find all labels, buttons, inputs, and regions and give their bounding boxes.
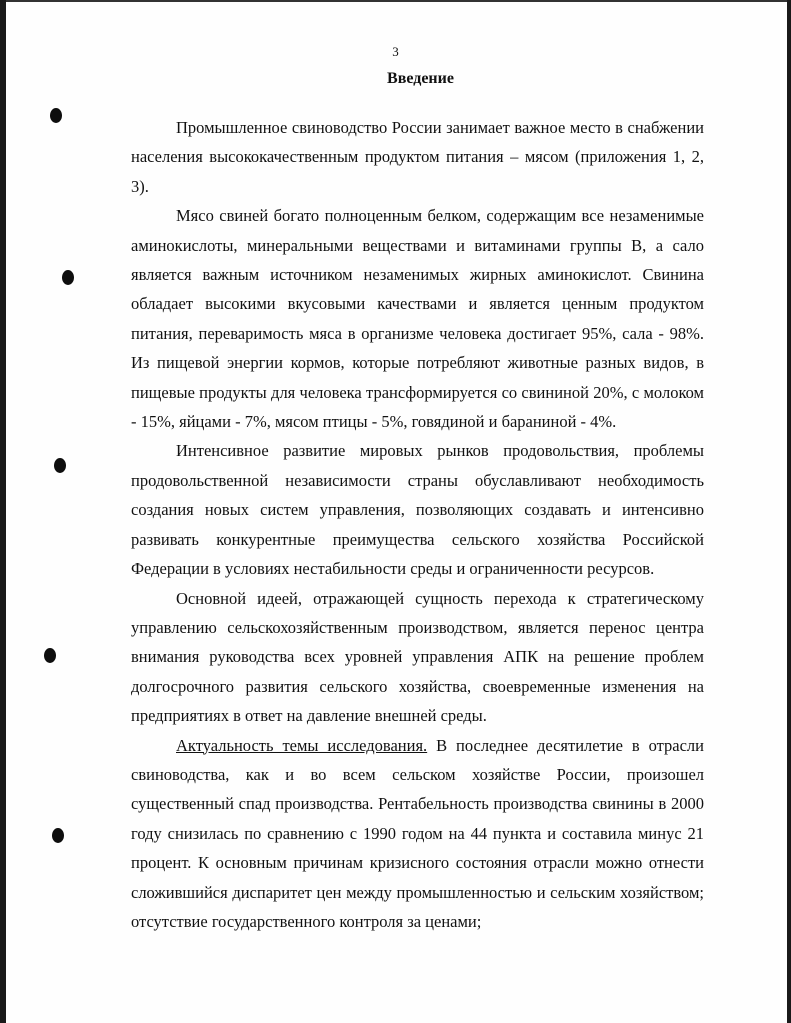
paragraph: Основной идеей, отражающей сущность перехода к стратегическому управлению сельскохозяйственным производством, является перенос центра внимания руководства всех уровней управления АПК на решение проблем долгосрочного развития сельского хозяйства, своевременные изменения на предприятиях в ответ на давление внешней среды. [131,588,704,726]
scan-edge-right [787,0,791,1023]
punch-hole-mark [44,648,56,663]
paragraph: Интенсивное развитие мировых рынков продовольствия, проблемы продовольственной независимости страны обуславливают необходимость создания новых систем управления, позволяющих создавать и интенсивно развивать конкурентные преимущества сельского хозяйства Российской Федерации в условиях нестабильности среды и ограниченности ресурсов. [131,441,704,579]
page-number: 3 [392,44,399,59]
paragraph: Мясо свиней богато полноценным белком, содержащим все незаменимые аминокислоты, минеральными веществами и витаминами группы В, а сало является важным источником незаменимых жирных аминокислот. Свинина обладает высокими вкусовыми качествами и является ценным продуктом питания, переваримость мяса в организме человека достигает 95%, сала - 98%. Из пищевой энергии кормов, которые потребляют животные разных видов, в пищевые продукты для человека трансформируется со свининой 20%, с молоком - 15%, яйцами - 7%, мясом птицы - 5%, говядиной и бараниной - 4%. [131,206,704,432]
punch-hole-mark [54,458,66,473]
relevance-text: В последнее десятилетие в отрасли свиноводства, как и во всем сельском хозяйстве России, произошел существенный спад производства. Рентабельность производства свинины в 2000 году снизилась по сравнению с 1990 годом на 44 пункта и составила минус 21 процент. К основным причинам кризисного состояния отрасли можно отнести сложившийся диспаритет цен между промышленностью и сельским хозяйством; отсутствие государственного контроля за ценами; [131,735,704,931]
page-title: Введение [387,70,454,87]
paragraph-relevance [131,731,704,937]
relevance-label: Актуальность темы исследования. [176,735,428,755]
document-body [131,113,704,936]
punch-hole-mark [52,828,64,843]
scan-edge-left [0,0,6,1023]
punch-hole-mark [50,108,62,123]
paragraph: Промышленное свиноводство России занимает важное место в снабжении населения высококачественным продуктом питания – мясом (приложения 1, 2, 3). [131,118,704,196]
scan-edge-top [0,0,791,2]
punch-hole-mark [62,270,74,285]
